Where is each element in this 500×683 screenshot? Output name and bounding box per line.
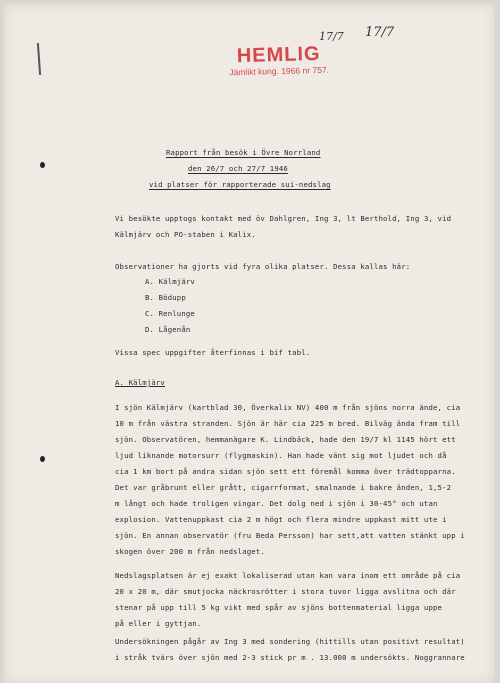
paragraph-line: i stråk tvärs över sjön med 2-3 stick pr m . 13.000 m undersökts. Noggrannare [115,653,465,662]
classification-stamp [229,43,330,78]
place-item: C. Renlunge [145,309,195,318]
intro-line: Kälmjärv och PO-staben i Kalix. [115,230,256,239]
further-note: Vissa spec uppgifter återfinnas i bif tabl. [115,348,311,357]
paragraph-line: Undersökningen pågår av Ing 3 med sondering (hittills utan positivt resultat) [115,637,465,646]
stamp-note: Jämlikt kung. 1966 nr 757. [229,64,330,78]
paragraph-line: I sjön Kälmjärv (kartblad 30, Överkalix NV) 400 m från sjöns norra ände, cia [115,403,461,412]
report-title-line: den 26/7 och 27/7 1946 [188,164,288,173]
place-item: B. Bödupp [145,293,186,302]
paragraph-line: Det var gråbrunt eller grått, cigarrformat, smalnande i bakre änden, 1,5-2 [115,483,452,492]
paragraph-line: 10 m från västra stranden. Sjön är här cia 225 m bred. Bilväg ända fram till [115,419,461,428]
paragraph-line: explosion. Vattenuppkast cia 2 m högt och flera mindre uppkast mitt ute i [115,515,447,524]
punch-hole [40,162,45,168]
report-title-line: vid platser för rapporterade sui-nedslag [149,180,331,189]
paragraph-line: cia 1 km bort på andra sidan sjön sett ett föremål komma över trädtopparna. [115,467,456,476]
report-title-line: Rapport från besök i Övre Norrland [166,148,321,157]
paragraph-line: ljud liknande motorsurr (flygmaskin). Han hade vänt sig mot ljudet och då [115,451,447,460]
punch-hole [40,456,45,462]
section-heading: A. Kälmjärv [115,378,165,387]
observers-lead: Observationer ha gjorts vid fyra olika platser. Dessa kallas här: [115,262,411,271]
place-item: D. Lågenån [145,325,191,334]
paragraph-line: skogen över 200 m från nedslaget. [115,547,265,556]
paragraph-line: sjön. En annan observatör (fru Beda Persson) har sett,att vatten stänkt upp i [115,531,465,540]
document-page [3,3,495,683]
handwritten-number: 17/7 [319,30,344,43]
place-item: A. Kälmjärv [145,277,195,286]
paragraph-line: m långt och hade troligen vingar. Det dolg ned i sjön i 30-45° och utan [115,499,438,508]
paragraph-line: sjön. Observatören, hemmanägare K. Lindbäck, hade den 19/7 kl 1145 hört ett [115,435,456,444]
intro-line: Vi besökte upptogs kontakt med öv Dahlgren, Ing 3, lt Berthold, Ing 3, vid [115,214,452,223]
paragraph-line: 20 x 20 m, där smutjocka näckrosrötter i stora tuvor ligga avslitna och där [115,587,456,596]
stamp-title: HEMLIG [236,42,321,68]
paragraph-line: på eller i gyttjan. [115,619,202,628]
paragraph-line: stenar på upp till 5 kg vikt med spår av sjöns bottenmaterial ligga uppe [115,603,443,612]
paragraph-line: Nedslagsplatsen är ej exakt lokaliserad utan kan vara inom ett område på cia [115,571,461,580]
margin-pencil-mark [37,43,41,75]
handwritten-number: 17/7 [365,25,395,40]
